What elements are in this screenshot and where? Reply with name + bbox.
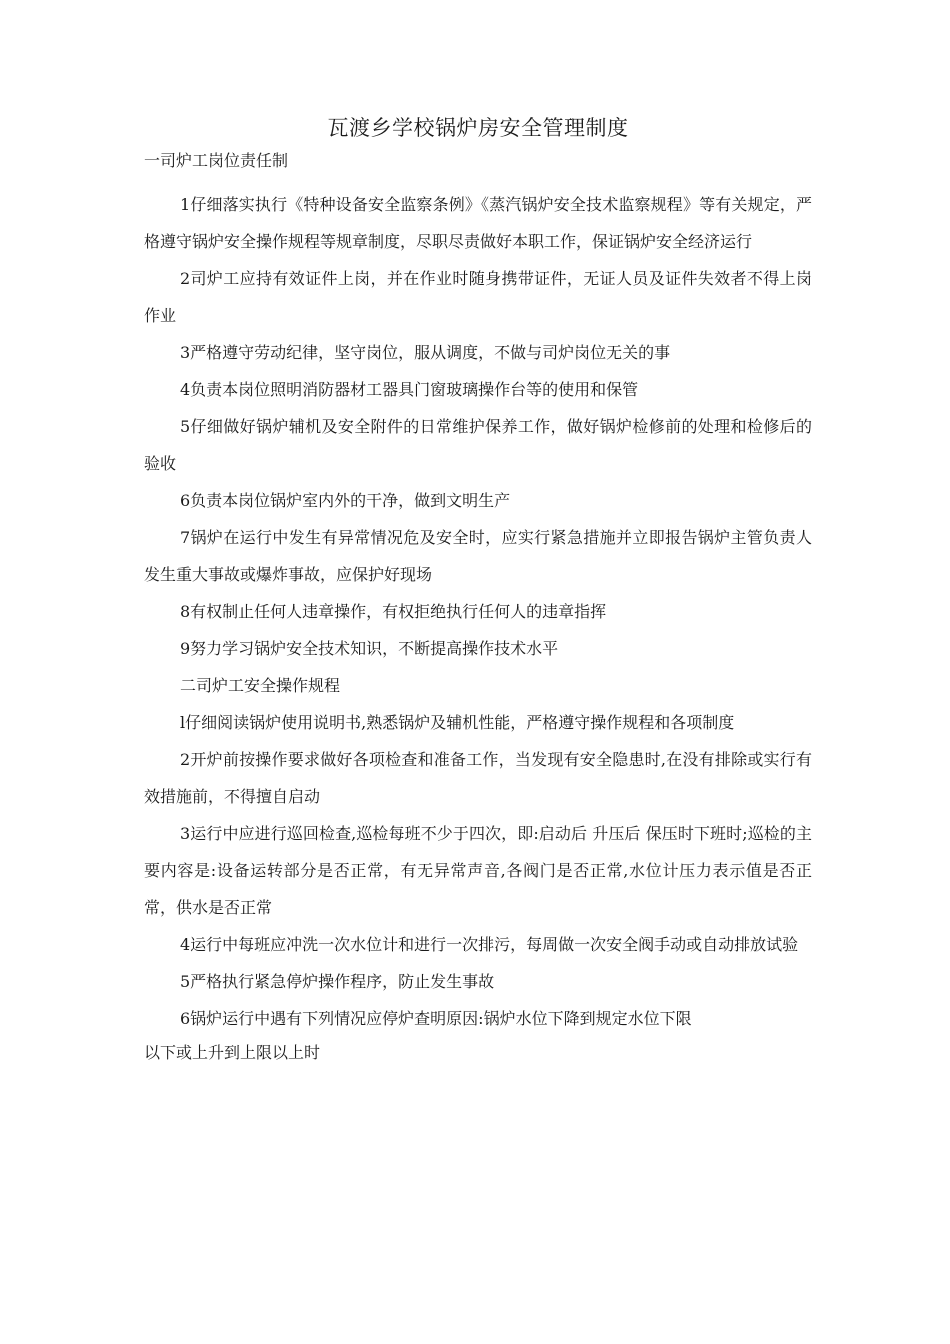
section-2-item-6: 6锅炉运行中遇有下列情况应停炉查明原因:锅炉水位下降到规定水位下限 — [180, 1009, 692, 1028]
section-2-item-3: 3运行中应进行巡回检查,巡检每班不少于四次，即:启动后 升压后 保压时下班时;巡检的主要内容是:设备运转部分是否正常，有无异常声音,各阀门是否正常,水位计压力表示值是否正常，供水是否正常 — [144, 824, 812, 917]
section-1-item-2: 2司炉工应持有效证件上岗，并在作业时随身携带证件，无证人员及证件失效者不得上岗作业 — [144, 269, 812, 325]
section-1-item-8: 8有权制止任何人违章操作，有权拒绝执行任何人的违章指挥 — [180, 602, 607, 621]
section-2-item-1: l仔细阅读锅炉使用说明书,熟悉锅炉及辅机性能，严格遵守操作规程和各项制度 — [180, 713, 735, 732]
document-page — [144, 112, 812, 1065]
section-1-item-9: 9努力学习锅炉安全技术知识，不断提高操作技术水平 — [180, 639, 559, 658]
section-1-item-7: 7锅炉在运行中发生有异常情况危及安全时，应实行紧急措施并立即报告锅炉主管负责人发生重大事故或爆炸事故，应保护好现场 — [144, 528, 812, 584]
section-2-item-6-continuation: 以下或上升到上限以上时 — [144, 1043, 321, 1062]
section-2-heading: 二司炉工安全操作规程 — [180, 676, 341, 695]
section-1-item-5: 5仔细做好锅炉辅机及安全附件的日常维护保养工作，做好锅炉检修前的处理和检修后的验收 — [144, 417, 812, 473]
section-2-item-5: 5严格执行紧急停炉操作程序，防止发生事故 — [180, 972, 495, 991]
document-title: 瓦渡乡学校锅炉房安全管理制度 — [327, 116, 629, 140]
section-2-item-4: 4运行中每班应冲洗一次水位计和进行一次排污，每周做一次安全阀手动或自动排放试验 — [180, 935, 799, 954]
section-1-item-6: 6负责本岗位锅炉室内外的干净，做到文明生产 — [180, 491, 511, 510]
section-1-heading: 一司炉工岗位责任制 — [144, 151, 289, 170]
section-1-item-1: 1仔细落实执行《特种设备安全监察条例》《蒸汽锅炉安全技术监察规程》等有关规定，严格遵守锅炉安全操作规程等规章制度，尽职尽责做好本职工作，保证锅炉安全经济运行 — [144, 195, 812, 251]
section-1-item-4: 4负责本岗位照明消防器材工器具门窗玻璃操作台等的使用和保管 — [180, 380, 639, 399]
section-2-item-2: 2开炉前按操作要求做好各项检查和准备工作，当发现有安全隐患时,在没有排除或实行有效措施前，不得擅自启动 — [144, 750, 812, 806]
section-1-item-3: 3严格遵守劳动纪律，坚守岗位，服从调度，不做与司炉岗位无关的事 — [180, 343, 671, 362]
